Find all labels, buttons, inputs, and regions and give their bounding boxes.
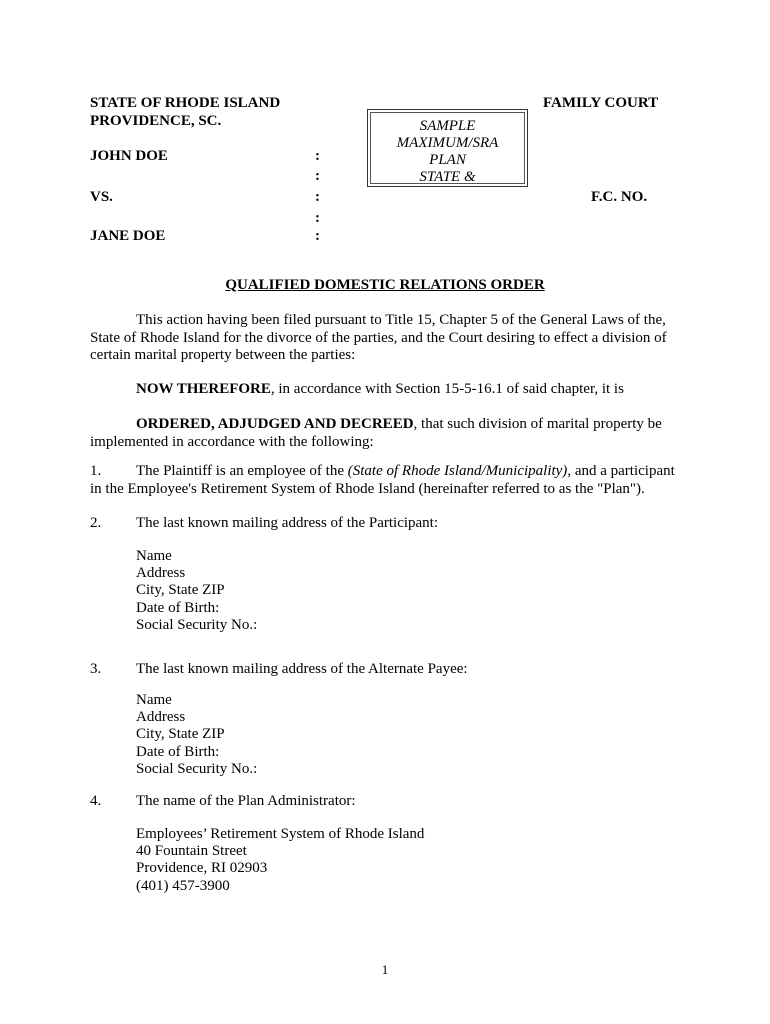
administrator-line: (401) 457-3900 xyxy=(136,877,230,894)
item-3-text: The last known mailing address of the Alternate Payee: xyxy=(136,661,468,677)
versus-label: VS. xyxy=(90,189,113,205)
participant-field: Address xyxy=(136,565,186,582)
item-1-text-b: , and a participant in the Employee's Retirement System of Rhode Island (hereinafter referred to as the "Plan"). xyxy=(90,463,675,497)
caption-colon: : xyxy=(315,189,320,205)
item-3-number: 3. xyxy=(90,661,102,677)
alternate-payee-field: Date of Birth: xyxy=(136,743,220,760)
administrator-line: Providence, RI 02903 xyxy=(136,860,268,877)
page-number: 1 xyxy=(381,962,389,977)
stamp-line: SAMPLE xyxy=(419,118,476,134)
court-county: PROVIDENCE, SC. xyxy=(90,113,222,129)
intro-paragraph: This action having been filed pursuant to Title 15, Chapter 5 of the General Laws of the, State of Rhode Island for the divorce of the parties, and the Court desiring to effect a division of certain marital property between the parties: xyxy=(90,312,667,363)
sample-stamp-box xyxy=(367,109,528,187)
item-1-text-a: The Plaintiff is an employee of the xyxy=(136,463,348,479)
stamp-line: PLAN xyxy=(429,152,466,168)
item-2-text: The last known mailing address of the Participant: xyxy=(136,515,439,531)
court-state: STATE OF RHODE ISLAND xyxy=(90,95,281,111)
alternate-payee-field: City, State ZIP xyxy=(136,726,225,743)
participant-field: Date of Birth: xyxy=(136,599,220,616)
participant-field: Name xyxy=(136,548,172,564)
alternate-payee-field: Address xyxy=(136,709,186,726)
item-2-number: 2. xyxy=(90,515,102,531)
caption-colon: : xyxy=(315,228,320,244)
alternate-payee-field: Social Security No.: xyxy=(136,760,258,777)
alternate-payee-field: Name xyxy=(136,692,172,708)
now-therefore-lead: NOW THEREFORE xyxy=(136,381,271,397)
item-1-italic: (State of Rhode Island/Municipality) xyxy=(347,463,568,479)
item-4-text: The name of the Plan Administrator: xyxy=(136,793,356,809)
alternate-payee-address-block xyxy=(136,692,257,778)
plan-administrator-block xyxy=(136,826,424,895)
stamp-line: MAXIMUM/SRA xyxy=(396,135,499,151)
item-4-number: 4. xyxy=(90,793,102,809)
item-1 xyxy=(90,463,690,498)
document-title: QUALIFIED DOMESTIC RELATIONS ORDER xyxy=(225,277,545,293)
case-number-label: F.C. NO. xyxy=(591,189,648,205)
participant-field: City, State ZIP xyxy=(136,582,225,599)
participant-field: Social Security No.: xyxy=(136,616,258,633)
caption-colon: : xyxy=(315,168,320,184)
stamp-line: STATE & xyxy=(419,169,476,185)
now-therefore-paragraph xyxy=(90,381,690,399)
ordered-paragraph xyxy=(90,416,690,451)
ordered-lead: ORDERED, ADJUDGED AND DECREED xyxy=(136,416,414,432)
court-name: FAMILY COURT xyxy=(543,95,659,111)
now-therefore-text: , in accordance with Section 15-5-16.1 of said chapter, it is xyxy=(270,381,624,397)
caption-colon: : xyxy=(315,148,320,164)
defendant-name: JANE DOE xyxy=(90,228,166,244)
participant-address-block xyxy=(136,548,257,634)
administrator-line: 40 Fountain Street xyxy=(136,843,247,860)
ordered-text: , that such division of marital property be implemented in accordance with the following: xyxy=(90,416,662,450)
administrator-line: Employees’ Retirement System of Rhode Island xyxy=(136,826,425,842)
plaintiff-name: JOHN DOE xyxy=(90,148,168,164)
caption-colon: : xyxy=(315,210,320,226)
item-1-number: 1. xyxy=(90,463,102,479)
